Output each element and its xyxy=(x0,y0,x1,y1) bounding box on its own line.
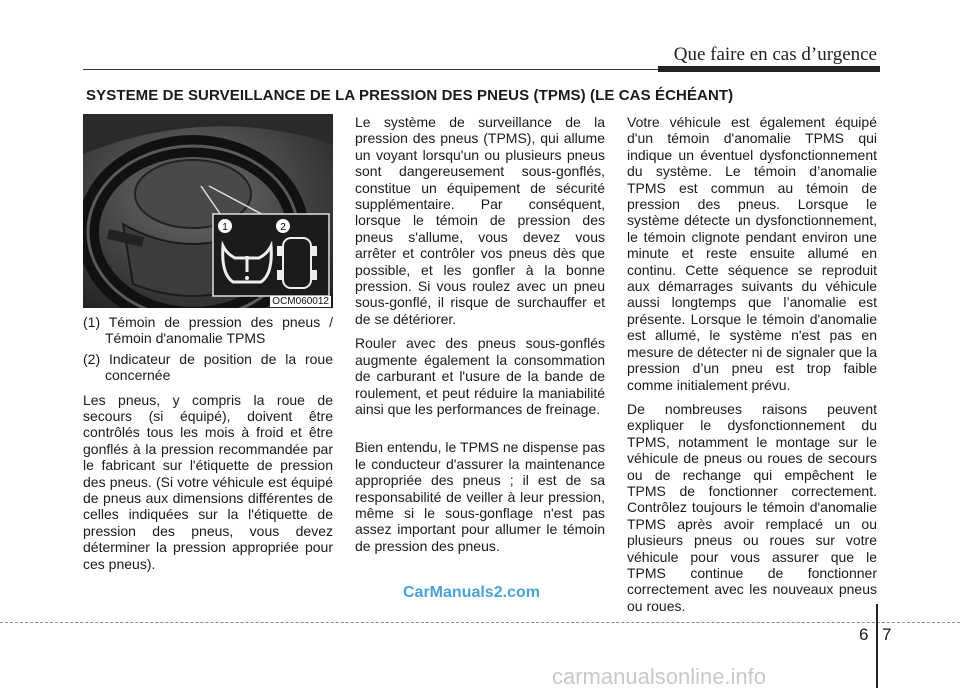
watermark-link[interactable]: CarManuals2.com xyxy=(403,584,540,601)
column-1 xyxy=(83,314,333,580)
paragraph: Votre véhicule est également équipé d'un témoin d'anomalie TPMS qui indique un éventuel dysfonctionnement du système. Le témoin d’anomalie TPMS est commun au témoin de pression des pneus. Lorsque le système détecte un dysfonctionnement, le témoin clignote pendant environ une minute et reste ensuite allumé en continu. Cette séquence se reproduit aux démarrages suivants du véhicule aussi longtemps que l’anomalie est présente. Lorsque le témoin d'anomalie est allumé, le système n'est pas en mesure de détecter ni de signaler que la pression d’un pneu est trop faible comme initialement prévu. xyxy=(627,114,877,393)
paragraph: Les pneus, y compris la roue de secours (si équipé), doivent être contrôlés tous les mois à froid et être gonflés à la pression recommandée par le fabricant sur l'étiquette de pression des pneus. (Si votre véhicule est équipé de pneus aux dimensions différentes de celles indiquées sur la l'étiquette de pression des pneus, vous devez déterminer la pression appropriée pour ces pneus). xyxy=(83,391,333,572)
dashboard-figure xyxy=(83,114,333,308)
section-title: SYSTEME DE SURVEILLANCE DE LA PRESSION DES PNEUS (TPMS) (LE CAS ÉCHÉANT) xyxy=(86,87,734,104)
steering-wheel-illustration xyxy=(83,114,333,308)
paragraph: De nombreuses raisons peuvent expliquer le dysfonctionnement du TPMS, notamment le montage sur le véhicule de pneus ou roues de secours ou de rechange qui empêchent le TPMS de fonctionner correctement. Contrôlez toujours le témoin d'anomalie TPMS après avoir remplacé un ou plusieurs pneus ou roues sur votre véhicule pour vous assurer que le TPMS continue de fonctionner correctement avec les nouveaux pneus ou roues. xyxy=(627,400,877,614)
spacer xyxy=(355,425,605,439)
column-3 xyxy=(627,114,877,622)
header-rule-accent xyxy=(658,66,880,72)
legend-item-1: (1) Témoin de pression des pneus / Témoin d'anomalie TPMS xyxy=(83,314,333,347)
chapter-title: Que faire en cas d’urgence xyxy=(673,44,877,65)
page-number: 7 xyxy=(882,625,892,644)
footer-dashed-rule xyxy=(0,622,960,623)
paragraph: Le système de surveillance de la pression des pneus (TPMS), qui allume un voyant lorsqu'un ou plusieurs pneus sont dangereusement sous-gonflés, constitue un équipement de sécurité supplémentaire. Par conséquent, lorsque le témoin de pression des pneus s'allume, vous devez vous arrêter et contrôler vos pneus dès que possible, et les gonfler à la bonne pression. Si vous roulez avec un pneu sous-gonflé, il risque de surchauffer et de se détériorer. xyxy=(355,114,605,327)
callout-1-label: 1 xyxy=(222,222,228,233)
page-section-number: 6 xyxy=(859,625,869,644)
page-number-separator xyxy=(876,604,878,688)
paragraph: Rouler avec des pneus sous-gonflés augmente également la consommation de carburant et l'usure de la bande de roulement, et peut réduire la maniabilité ainsi que les performances de freinage. xyxy=(355,335,605,417)
callout-2-label: 2 xyxy=(280,222,286,233)
site-watermark: carmanualsonline.info xyxy=(552,664,767,689)
paragraph: Bien entendu, le TPMS ne dispense pas le conducteur d'assurer la maintenance appropriée des pneus ; il est de sa responsabilité de veiller à leur pression, même si le sous-gonflage n'est pas assez important pour allumer le témoin de pression des pneus. xyxy=(355,439,605,554)
figure-code: OCM060012 xyxy=(272,296,329,307)
legend-item-2: (2) Indicateur de position de la roue concernée xyxy=(83,350,333,384)
column-2 xyxy=(355,114,605,562)
